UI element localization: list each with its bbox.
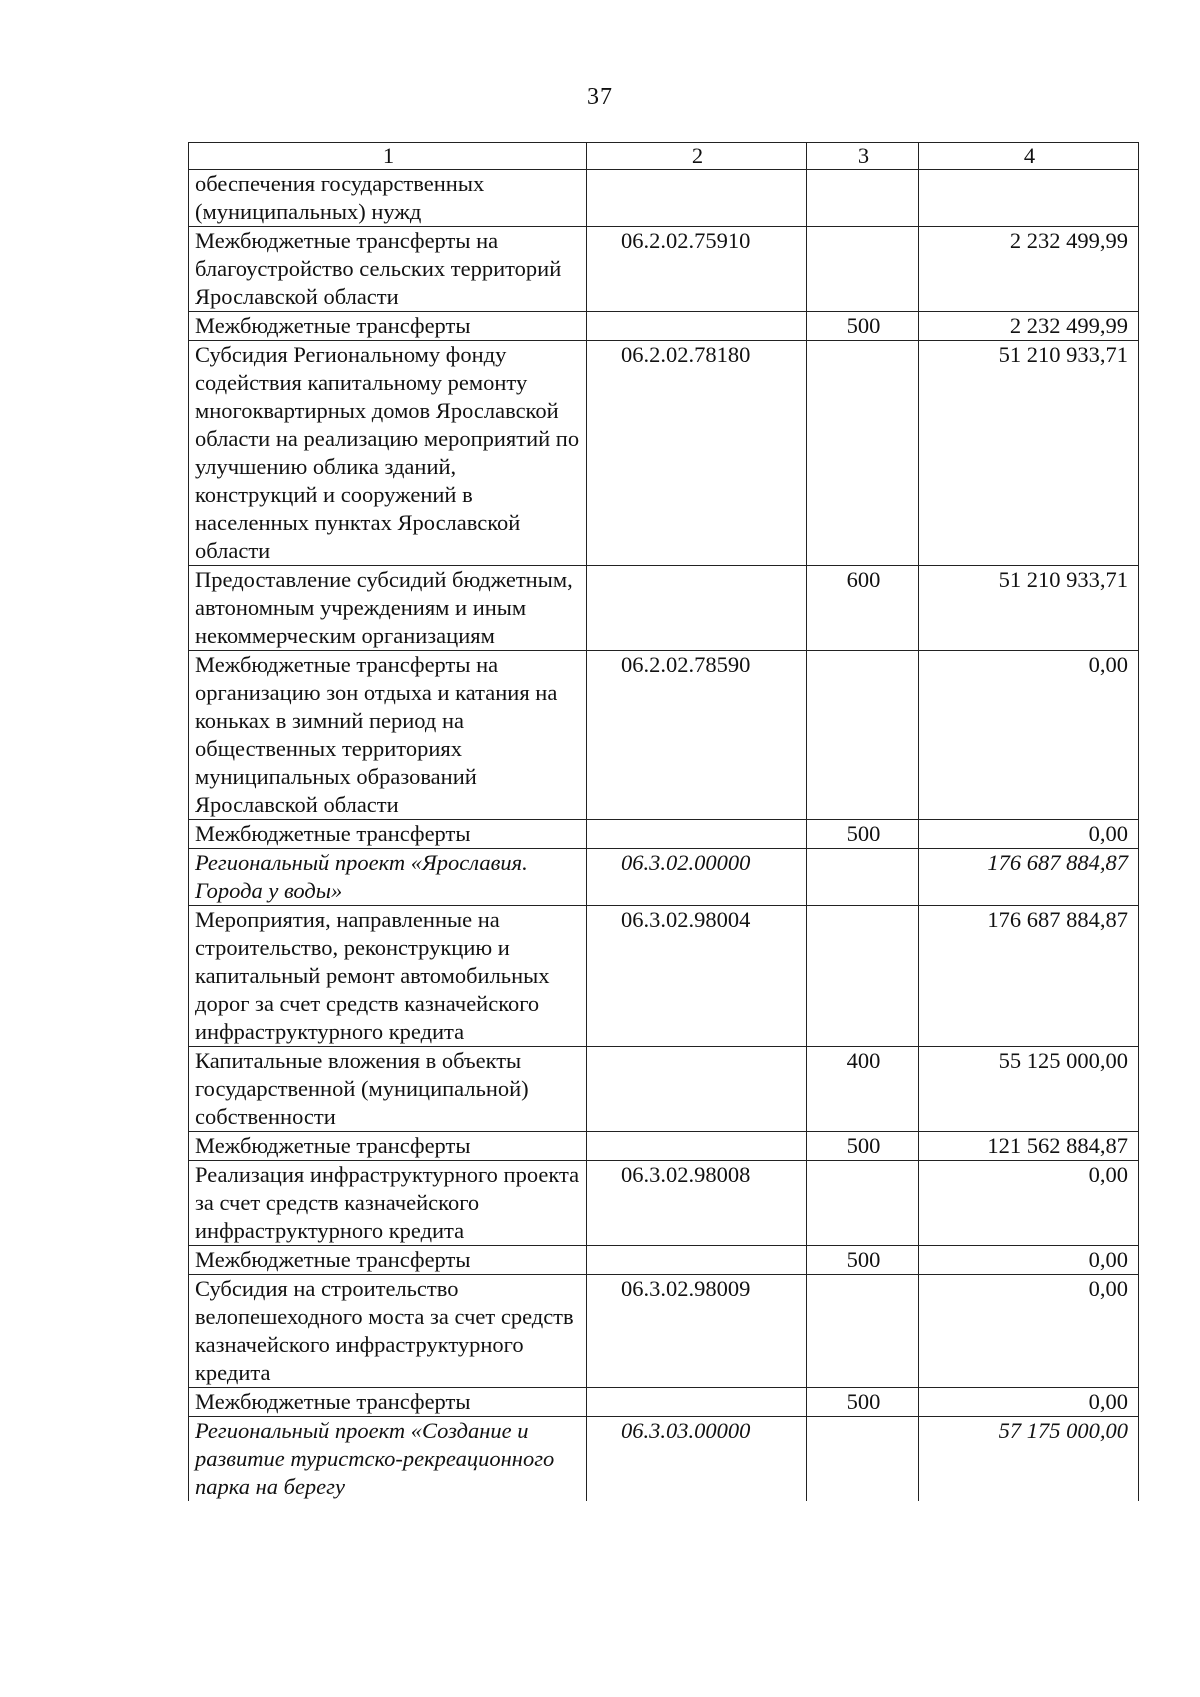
table-row: [189, 906, 1139, 1047]
row-name-cell: Субсидия на строительство велопешеходного моста за счет средств казначейского инфраструктурного кредита: [189, 1275, 587, 1388]
row-code-cell: [587, 312, 807, 341]
row-name-cell: Межбюджетные трансферты на благоустройство сельских территорий Ярославской области: [189, 227, 587, 312]
row-amount-cell: 0,00: [919, 1246, 1139, 1275]
row-name-cell: Предоставление субсидий бюджетным, автономным учреждениям и иным некоммерческим организациям: [189, 566, 587, 651]
table-row: [189, 1388, 1139, 1417]
table-body: [189, 170, 1139, 1502]
table-row: [189, 1132, 1139, 1161]
row-expense-type-cell: [807, 651, 919, 820]
row-name-cell: Межбюджетные трансферты: [189, 820, 587, 849]
row-expense-type-cell: [807, 227, 919, 312]
row-name-cell: Региональный проект «Ярославия. Города у воды»: [189, 849, 587, 906]
row-amount-cell: 176 687 884,87: [919, 849, 1139, 906]
row-code-cell: 06.2.02.78180: [587, 341, 807, 566]
row-name-cell: Межбюджетные трансферты: [189, 1132, 587, 1161]
row-expense-type-cell: [807, 1275, 919, 1388]
row-code-cell: 06.3.02.00000: [587, 849, 807, 906]
row-code-cell: [587, 1388, 807, 1417]
row-name-cell: Капитальные вложения в объекты государственной (муниципальной) собственности: [189, 1047, 587, 1132]
row-amount-cell: 2 232 499,99: [919, 312, 1139, 341]
column-header-code: 2: [587, 143, 807, 170]
table-row: [189, 170, 1139, 227]
table-row: [189, 312, 1139, 341]
row-name-cell: Субсидия Региональному фонду содействия капитальному ремонту многоквартирных домов Ярославской области на реализацию мероприятий по улучшению облика зданий, конструкций и сооружений в населенных пунктах Ярославской области: [189, 341, 587, 566]
table-row: [189, 1047, 1139, 1132]
row-code-cell: [587, 566, 807, 651]
row-code-cell: 06.2.02.78590: [587, 651, 807, 820]
table-header-row: [189, 143, 1139, 170]
table-row: [189, 1275, 1139, 1388]
row-code-cell: [587, 1132, 807, 1161]
row-expense-type-cell: [807, 1161, 919, 1246]
row-expense-type-cell: 500: [807, 1246, 919, 1275]
row-expense-type-cell: [807, 906, 919, 1047]
row-code-cell: [587, 820, 807, 849]
row-amount-cell: 55 125 000,00: [919, 1047, 1139, 1132]
row-amount-cell: 2 232 499,99: [919, 227, 1139, 312]
row-expense-type-cell: 600: [807, 566, 919, 651]
row-amount-cell: 51 210 933,71: [919, 566, 1139, 651]
page-number: 37: [587, 84, 613, 110]
row-expense-type-cell: [807, 1417, 919, 1502]
row-name-cell: Реализация инфраструктурного проекта за счет средств казначейского инфраструктурного кредита: [189, 1161, 587, 1246]
column-header-amount: 4: [919, 143, 1139, 170]
row-code-cell: [587, 1047, 807, 1132]
row-amount-cell: 121 562 884,87: [919, 1132, 1139, 1161]
table-row: [189, 1246, 1139, 1275]
table-row: [189, 341, 1139, 566]
table-row: [189, 1417, 1139, 1502]
row-code-cell: [587, 1246, 807, 1275]
row-name-cell: Межбюджетные трансферты: [189, 312, 587, 341]
row-code-cell: 06.2.02.75910: [587, 227, 807, 312]
column-header-type: 3: [807, 143, 919, 170]
row-amount-cell: 0,00: [919, 1388, 1139, 1417]
table-row: [189, 1161, 1139, 1246]
row-code-cell: 06.3.02.98008: [587, 1161, 807, 1246]
row-name-cell: Межбюджетные трансферты: [189, 1388, 587, 1417]
row-name-cell: обеспечения государственных (муниципальных) нужд: [189, 170, 587, 227]
row-expense-type-cell: 500: [807, 312, 919, 341]
table-row: [189, 849, 1139, 906]
row-code-cell: [587, 170, 807, 227]
row-expense-type-cell: 400: [807, 1047, 919, 1132]
row-expense-type-cell: [807, 849, 919, 906]
row-amount-cell: 0,00: [919, 1275, 1139, 1388]
row-amount-cell: 176 687 884,87: [919, 906, 1139, 1047]
row-expense-type-cell: 500: [807, 1132, 919, 1161]
row-amount-cell: [919, 170, 1139, 227]
row-name-cell: Межбюджетные трансферты на организацию зон отдыха и катания на коньках в зимний период на общественных территориях муниципальных образований Ярославской области: [189, 651, 587, 820]
table-row: [189, 820, 1139, 849]
row-amount-cell: 57 175 000,00: [919, 1417, 1139, 1502]
budget-table: [188, 142, 1139, 1501]
row-code-cell: 06.3.02.98004: [587, 906, 807, 1047]
row-name-cell: Региональный проект «Создание и развитие туристско-рекреационного парка на берегу: [189, 1417, 587, 1502]
table-row: [189, 651, 1139, 820]
row-expense-type-cell: 500: [807, 820, 919, 849]
row-code-cell: 06.3.03.00000: [587, 1417, 807, 1502]
row-amount-cell: 0,00: [919, 820, 1139, 849]
row-expense-type-cell: [807, 170, 919, 227]
column-header-name: 1: [189, 143, 587, 170]
table-row: [189, 227, 1139, 312]
row-amount-cell: 51 210 933,71: [919, 341, 1139, 566]
row-name-cell: Мероприятия, направленные на строительство, реконструкцию и капитальный ремонт автомобильных дорог за счет средств казначейского инфраструктурного кредита: [189, 906, 587, 1047]
row-name-cell: Межбюджетные трансферты: [189, 1246, 587, 1275]
row-amount-cell: 0,00: [919, 1161, 1139, 1246]
row-expense-type-cell: 500: [807, 1388, 919, 1417]
table-row: [189, 566, 1139, 651]
row-expense-type-cell: [807, 341, 919, 566]
row-code-cell: 06.3.02.98009: [587, 1275, 807, 1388]
row-amount-cell: 0,00: [919, 651, 1139, 820]
